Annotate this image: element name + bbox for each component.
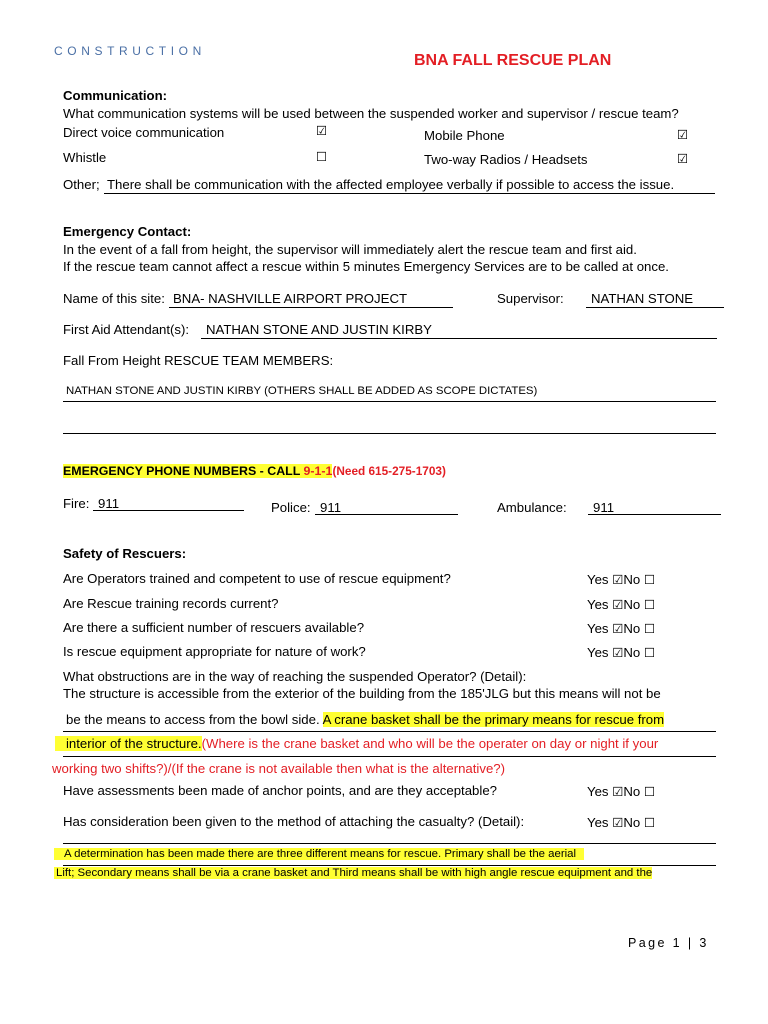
obstruction-text-3a: interior of the structure. [55,736,202,751]
communication-heading: Communication: [63,88,168,103]
yes-checkbox-5[interactable]: ☑ [612,784,624,799]
no-label: No [623,621,641,636]
yes-no-4 [587,645,655,660]
no-label: No [623,572,641,587]
attach-text-1: A determination has been made there are three different means for rescue. Primary shall be the aerial [54,848,584,860]
yes-label: Yes [587,645,609,660]
yes-label: Yes [587,784,609,799]
document-title: BNA FALL RESCUE PLAN [414,52,612,69]
page-number: Page 1 | 3 [628,936,709,950]
option-direct-voice-label: Direct voice communication [63,125,225,140]
safety-question-1: Are Operators trained and competent to use of rescue equipment? [63,571,451,586]
obstruction-text-3b: (Where is the crane basket and who will be the operater on day or night if your [201,736,659,751]
yes-label: Yes [587,621,609,636]
no-label: No [623,784,641,799]
no-checkbox-6[interactable]: ☐ [643,815,656,830]
yes-no-5 [587,784,655,799]
emergency-contact-line-2: If the rescue team cannot affect a rescue within 5 minutes Emergency Services are to be called at once. [63,259,669,274]
first-aid-label: First Aid Attendant(s): [63,322,190,337]
no-label: No [623,815,641,830]
rescue-team-label: Fall From Height RESCUE TEAM MEMBERS: [63,353,334,368]
attach-text-2-wrap [54,867,652,879]
obstruction-text-2 [66,712,664,727]
option-radios-checkbox[interactable]: ☑ [677,151,689,166]
no-checkbox-4[interactable]: ☐ [643,645,656,660]
yes-no-6 [587,815,655,830]
safety-heading: Safety of Rescuers: [63,546,187,561]
yes-checkbox-2[interactable]: ☑ [612,597,624,612]
communication-question: What communication systems will be used between the suspended worker and supervisor / rescue team? [63,106,679,121]
police-value[interactable]: 911 [320,500,342,515]
obstruction-text-1: The structure is accessible from the exterior of the building from the 185'JLG but this means will not be [63,686,661,701]
police-label: Police: [271,500,311,515]
safety-question-4: Is rescue equipment appropriate for nature of work? [63,644,366,659]
option-mobile-phone-checkbox[interactable]: ☑ [677,127,689,142]
option-whistle-label: Whistle [63,150,107,165]
option-mobile-phone-label: Mobile Phone [424,128,505,143]
company-brand: CONSTRUCTION [54,44,206,58]
emergency-contact-heading: Emergency Contact: [63,224,192,239]
other-value[interactable]: There shall be communication with the affected employee verbally if possible to access the issue. [107,177,675,192]
supervisor-label: Supervisor: [497,291,564,306]
attach-text-1-wrap [54,848,584,860]
site-label: Name of this site: [63,291,165,306]
yes-no-2 [587,597,655,612]
phone-numbers-heading [63,464,446,478]
obstruction-question: What obstructions are in the way of reaching the suspended Operator? (Detail): [63,669,527,684]
option-direct-voice-checkbox[interactable]: ☑ [316,123,328,138]
rescue-team-value[interactable]: NATHAN STONE AND JUSTIN KIRBY (OTHERS SHALL BE ADDED AS SCOPE DICTATES) [66,385,538,397]
no-label: No [623,597,641,612]
phone-numbers-heading-text: EMERGENCY PHONE NUMBERS - CALL [63,464,304,478]
no-checkbox-2[interactable]: ☐ [643,597,656,612]
no-checkbox-5[interactable]: ☐ [643,784,656,799]
site-value[interactable]: BNA- NASHVILLE AIRPORT PROJECT [173,291,408,306]
yes-no-3 [587,621,655,636]
yes-label: Yes [587,815,609,830]
yes-checkbox-6[interactable]: ☑ [612,815,624,830]
no-label: No [623,645,641,660]
option-whistle-checkbox[interactable]: ☐ [316,149,328,164]
obstruction-text-4: working two shifts?)/(If the crane is not available then what is the alternative?) [52,761,505,776]
safety-question-3: Are there a sufficient number of rescuers available? [63,620,365,635]
option-radios-label: Two-way Radios / Headsets [424,152,588,167]
fire-value[interactable]: 911 [98,496,120,511]
first-aid-value[interactable]: NATHAN STONE AND JUSTIN KIRBY [206,322,432,337]
safety-question-2: Are Rescue training records current? [63,596,279,611]
yes-label: Yes [587,597,609,612]
phone-note: (Need 615-275-1703) [332,464,446,478]
fire-label: Fire: [63,496,90,511]
ambulance-value[interactable]: 911 [593,500,615,515]
obstruction-text-3 [55,736,658,751]
obstruction-text-2b: A crane basket shall be the primary means for rescue from [322,712,665,727]
no-checkbox-3[interactable]: ☐ [643,621,656,636]
yes-checkbox-1[interactable]: ☑ [612,572,624,587]
supervisor-value[interactable]: NATHAN STONE [591,291,694,306]
anchor-question: Have assessments been made of anchor points, and are they acceptable? [63,783,497,798]
yes-no-1 [587,572,655,587]
other-label: Other; [63,177,100,192]
no-checkbox-1[interactable]: ☐ [643,572,656,587]
attach-question: Has consideration been given to the method of attaching the casualty? (Detail): [63,814,525,829]
attach-text-2: Lift; Secondary means shall be via a crane basket and Third means shall be with high angle rescue equipment and the [56,867,653,879]
call-number: 9-1-1 [303,464,333,478]
yes-checkbox-3[interactable]: ☑ [612,621,624,636]
ambulance-label: Ambulance: [497,500,567,515]
emergency-contact-line-1: In the event of a fall from height, the supervisor will immediately alert the rescue team and first aid. [63,242,637,257]
obstruction-text-2a: be the means to access from the bowl side. [66,712,320,727]
yes-checkbox-4[interactable]: ☑ [612,645,624,660]
yes-label: Yes [587,572,609,587]
